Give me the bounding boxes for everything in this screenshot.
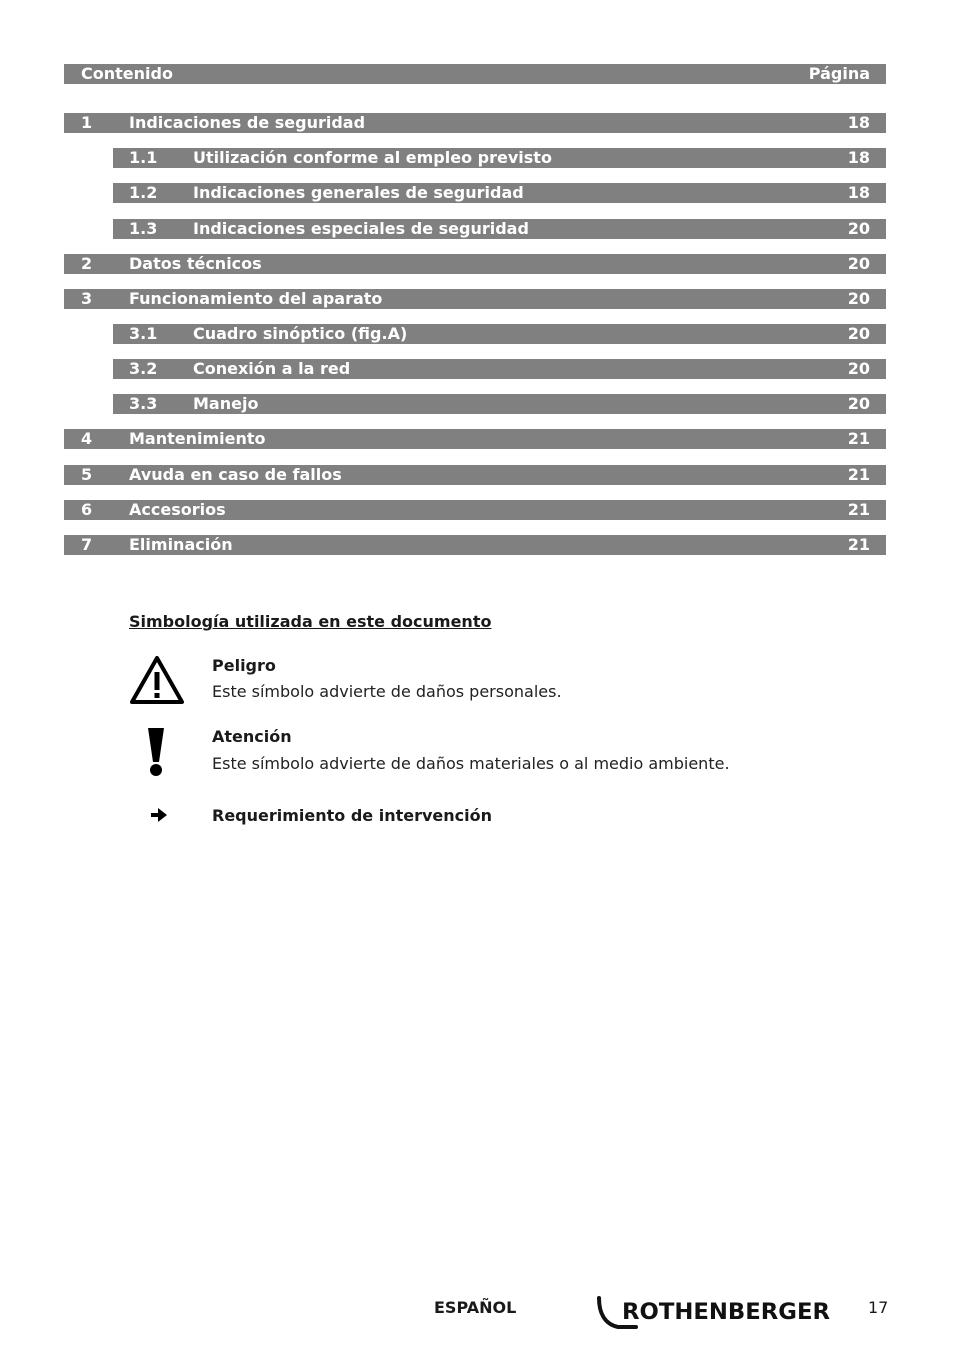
toc-entry-page: 21 xyxy=(847,535,870,554)
toc-entry-page: 20 xyxy=(847,254,870,273)
footer-language: ESPAÑOL xyxy=(434,1298,517,1317)
toc-entry-number: 4 xyxy=(81,429,93,448)
toc-subentry[interactable] xyxy=(113,359,886,379)
toc-entry-number: 3.1 xyxy=(129,324,158,343)
toc-header xyxy=(64,64,886,84)
toc-entry-title: Funcionamiento del aparato xyxy=(129,289,383,308)
toc-entry-number: 7 xyxy=(81,535,93,554)
toc-subentry[interactable] xyxy=(113,183,886,203)
action-heading: Requerimiento de intervención xyxy=(212,806,493,825)
toc-entry[interactable] xyxy=(64,465,886,485)
toc-subentry[interactable] xyxy=(113,219,886,239)
toc-entry-title: Mantenimiento xyxy=(129,429,266,448)
toc-entry-title: Indicaciones generales de seguridad xyxy=(193,183,524,202)
toc-entry-page: 21 xyxy=(847,465,870,484)
toc-entry-page: 20 xyxy=(847,359,870,378)
caution-heading: Atención xyxy=(212,727,292,746)
toc-entry-page: 18 xyxy=(847,183,870,202)
toc-subentry[interactable] xyxy=(113,324,886,344)
toc-header-page-label: Página xyxy=(808,64,870,83)
toc-entry[interactable] xyxy=(64,289,886,309)
toc-entry[interactable] xyxy=(64,429,886,449)
toc-subentry[interactable] xyxy=(113,394,886,414)
toc-entry-number: 6 xyxy=(81,500,93,519)
toc-entry-title: Indicaciones especiales de seguridad xyxy=(193,219,529,238)
toc-entry-page: 21 xyxy=(847,500,870,519)
toc-entry-number: 1.1 xyxy=(129,148,158,167)
toc-entry-number: 1.3 xyxy=(129,219,158,238)
warning-triangle-icon xyxy=(128,654,186,706)
toc-entry-page: 21 xyxy=(847,429,870,448)
toc-entry-title: Accesorios xyxy=(129,500,226,519)
toc-entry-page: 20 xyxy=(847,394,870,413)
page-number: 17 xyxy=(868,1298,889,1317)
toc-entry-number: 3 xyxy=(81,289,93,308)
toc-entry-title: Conexión a la red xyxy=(193,359,351,378)
toc-entry-title: Manejo xyxy=(193,394,259,413)
legend-title: Simbología utilizada en este documento xyxy=(129,612,492,631)
toc-entry-title: Datos técnicos xyxy=(129,254,262,273)
toc-entry-number: 2 xyxy=(81,254,93,273)
toc-entry[interactable] xyxy=(64,500,886,520)
toc-entry-title: Cuadro sinóptico (fig.A) xyxy=(193,324,408,343)
toc-entry[interactable] xyxy=(64,113,886,133)
toc-entry-page: 20 xyxy=(847,289,870,308)
toc-entry-page: 20 xyxy=(847,324,870,343)
brand-name: ROTHENBERGER xyxy=(622,1300,831,1325)
toc-entry-number: 1 xyxy=(81,113,93,132)
toc-entry-page: 20 xyxy=(847,219,870,238)
toc-entry-number: 3.2 xyxy=(129,359,158,378)
toc-header-label: Contenido xyxy=(81,64,173,83)
toc-entry-number: 3.3 xyxy=(129,394,158,413)
caution-description: Este símbolo advierte de daños materiales o al medio ambiente. xyxy=(212,754,730,773)
toc-entry-page: 18 xyxy=(847,113,870,132)
toc-entry-page: 18 xyxy=(847,148,870,167)
danger-heading: Peligro xyxy=(212,656,276,675)
arrow-right-icon xyxy=(150,807,168,823)
toc-entry-title: Eliminación xyxy=(129,535,233,554)
toc-entry-title: Indicaciones de seguridad xyxy=(129,113,366,132)
toc-entry-number: 1.2 xyxy=(129,183,158,202)
toc-entry[interactable] xyxy=(64,535,886,555)
toc-entry-title: Avuda en caso de fallos xyxy=(129,465,342,484)
danger-description: Este símbolo advierte de daños personales. xyxy=(212,682,562,701)
exclamation-icon xyxy=(145,726,167,778)
toc-subentry[interactable] xyxy=(113,148,886,168)
rothenberger-logo xyxy=(596,1294,836,1332)
toc-entry-number: 5 xyxy=(81,465,93,484)
toc-entry[interactable] xyxy=(64,254,886,274)
toc-entry-title: Utilización conforme al empleo previsto xyxy=(193,148,552,167)
